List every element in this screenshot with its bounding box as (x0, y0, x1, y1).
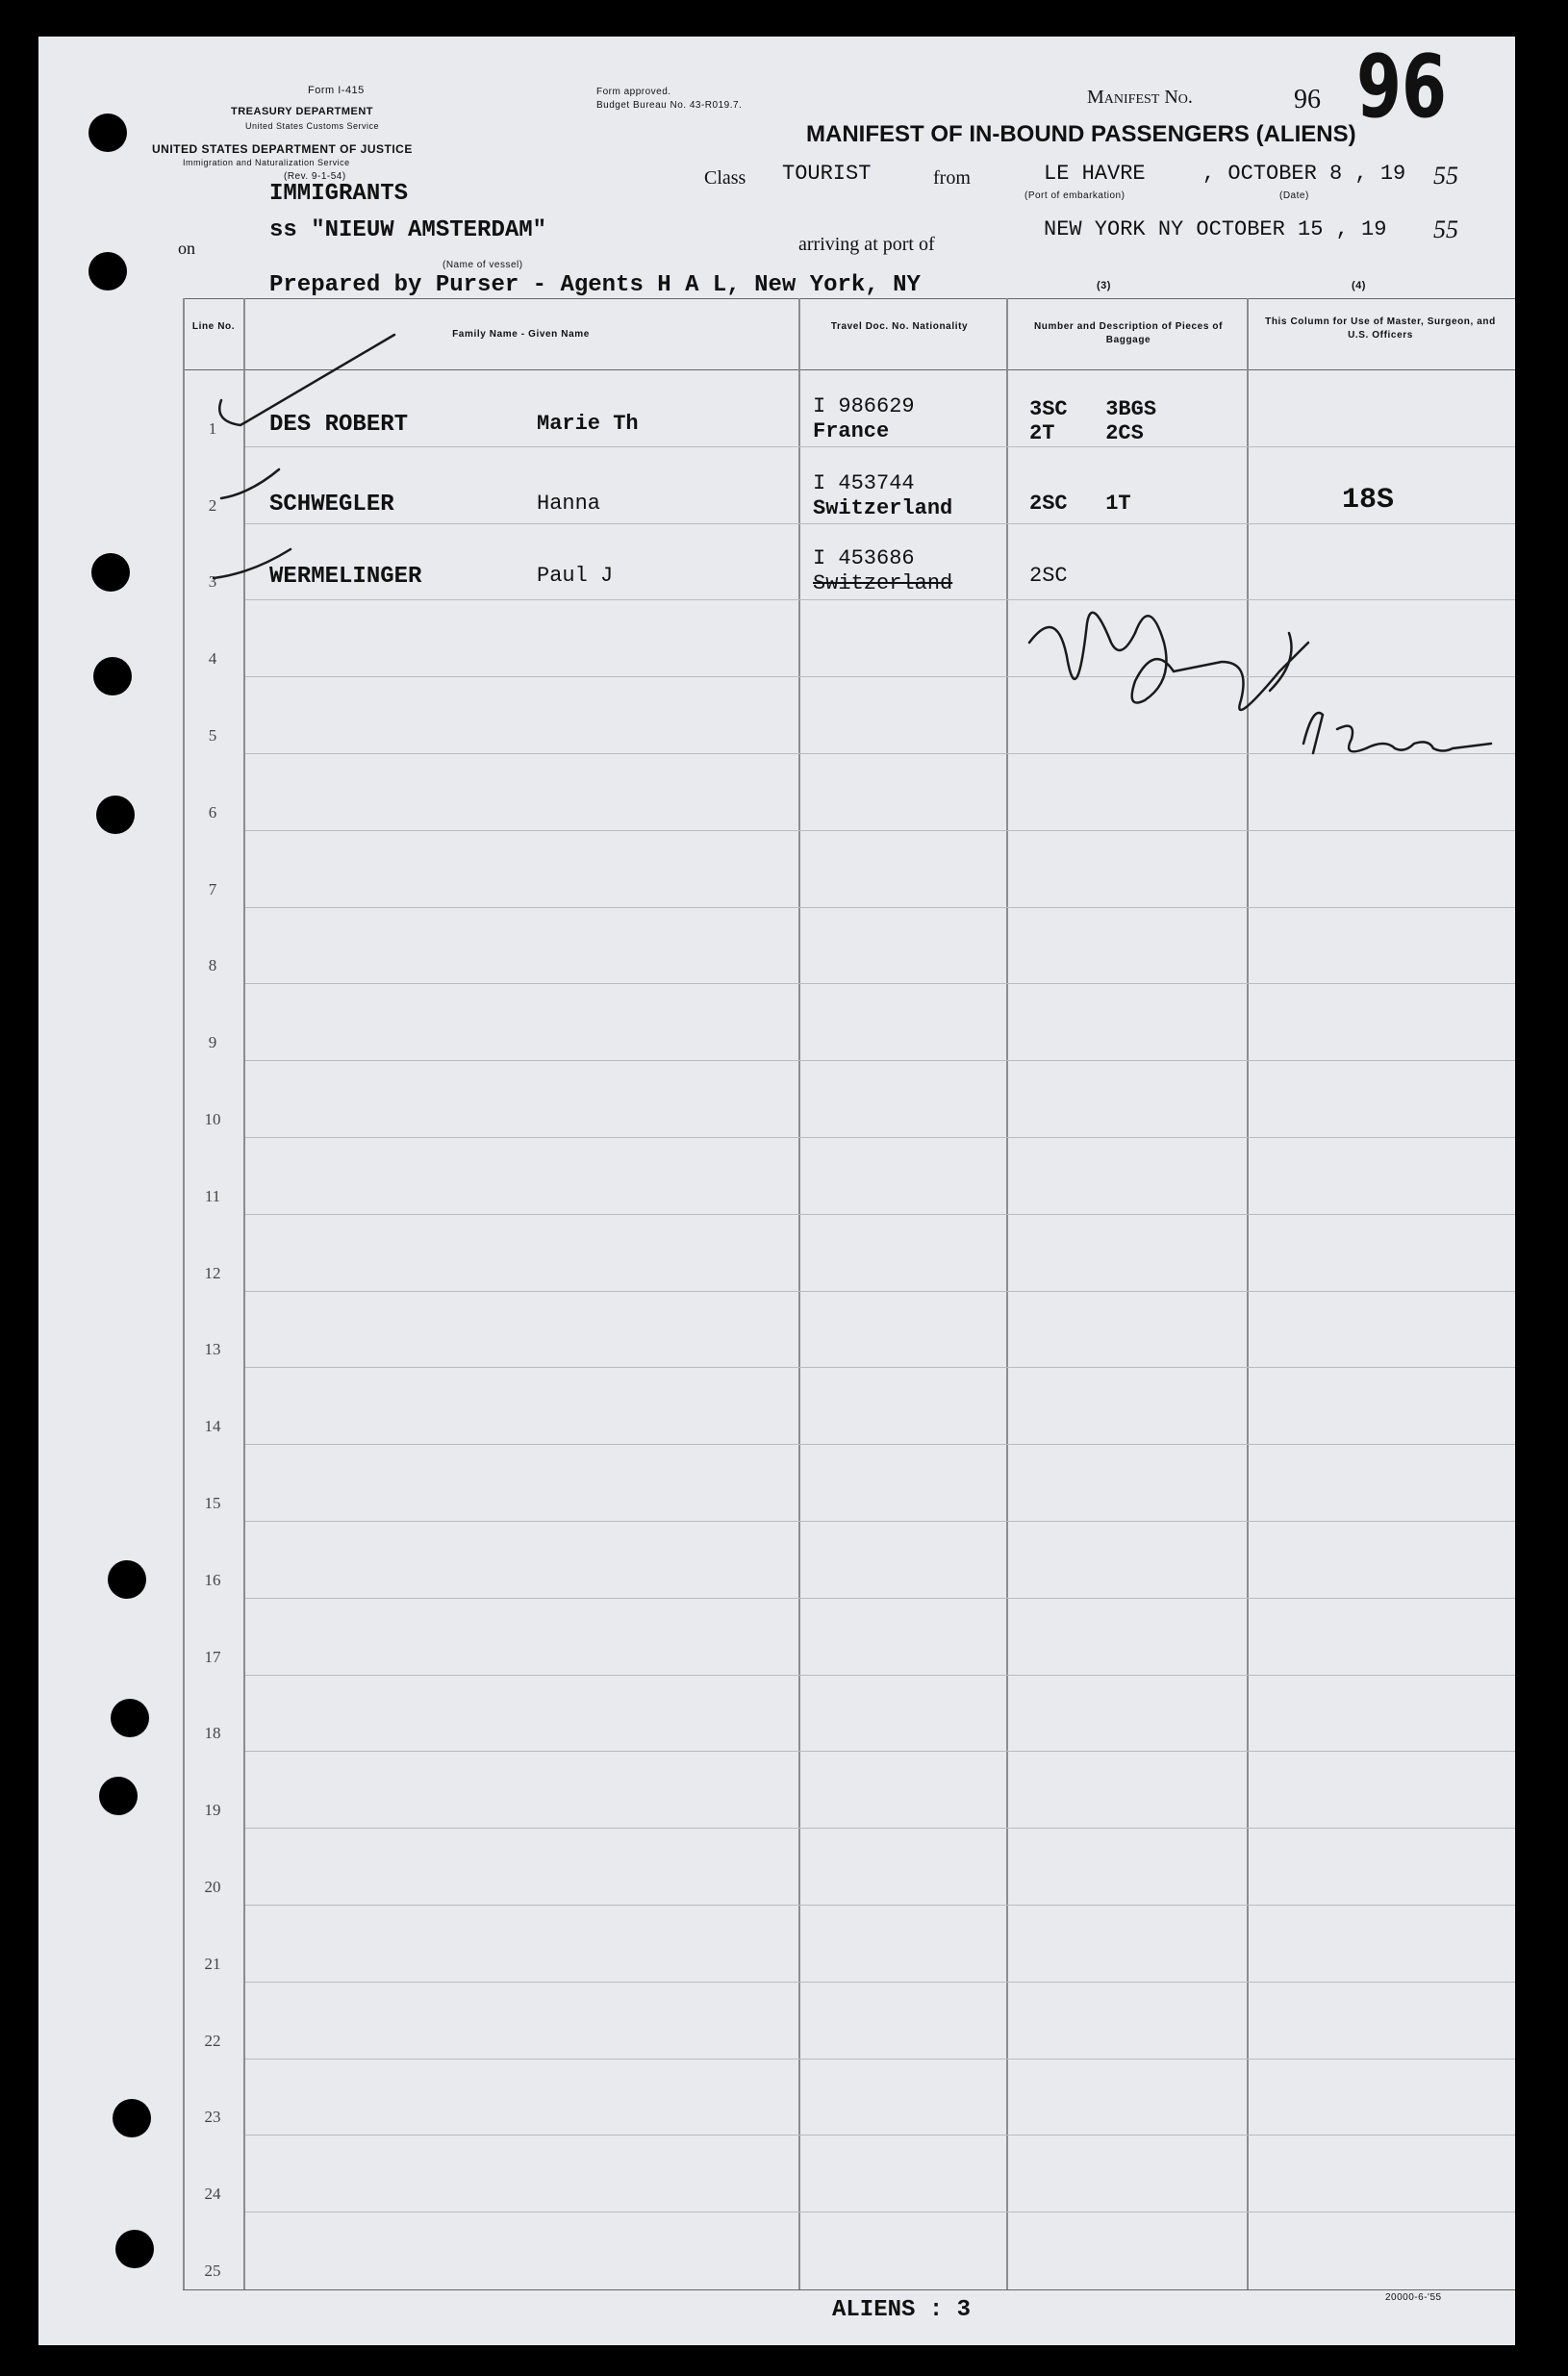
column-3-label: (3) (1097, 280, 1111, 291)
line-number: 16 (204, 1570, 221, 1589)
travel-doc-number: I 453686 (813, 546, 915, 570)
manifest-number-stamp: 96 (1356, 37, 1447, 138)
line-number: 18 (204, 1724, 221, 1743)
header-officers: This Column for Use of Master, Surgeon, and U.S. Officers (1265, 316, 1496, 341)
signature (1029, 613, 1308, 710)
line-number: 12 (204, 1263, 221, 1282)
class-label: Class (704, 167, 746, 189)
rev-label: (Rev. 9-1-54) (284, 171, 346, 182)
line-number: 10 (204, 1110, 221, 1128)
travel-doc-number: I 986629 (813, 394, 915, 418)
print-code: 20000-6-'55 (1385, 2292, 1442, 2303)
line-number: 25 (204, 2262, 221, 2280)
treasury-label: TREASURY DEPARTMENT (231, 106, 374, 117)
arriving-label: arriving at port of (798, 234, 935, 255)
budget-bureau: Budget Bureau No. 43-R019.7. (596, 100, 743, 111)
departure-year: 55 (1433, 162, 1458, 190)
punch-hole (108, 1560, 146, 1599)
class-value: TOURIST (782, 162, 872, 186)
given-name: Paul J (537, 564, 614, 588)
category-label: IMMIGRANTS (269, 181, 409, 207)
nationality: France (813, 419, 890, 443)
family-name: DES ROBERT (269, 412, 409, 438)
line-number: 20 (204, 1878, 221, 1896)
punch-hole (113, 2099, 151, 2137)
form-number: Form I-415 (308, 85, 365, 96)
line-number: 9 (208, 1033, 217, 1052)
line-number: 7 (208, 879, 217, 898)
line-number: 21 (204, 1954, 221, 1973)
header-name: Family Name - Given Name (452, 329, 590, 340)
baggage-line-2: 2T 2CS (1029, 421, 1144, 445)
form-approved: Form approved. (596, 87, 671, 97)
header-travel-doc: Travel Doc. No. Nationality (830, 321, 969, 332)
punch-hole (115, 2230, 154, 2268)
line-number: 11 (204, 1186, 221, 1205)
line-number: 1 (208, 418, 217, 438)
line-number: 17 (204, 1647, 221, 1666)
nationality: Switzerland (813, 496, 953, 520)
port-caption: (Port of embarkation) (1024, 190, 1125, 201)
line-number: 3 (208, 572, 217, 592)
header-line-no: Line No. (191, 321, 236, 332)
manifest-number-handwritten: 96 (1294, 85, 1321, 114)
punch-hole (89, 114, 127, 152)
signature-underline (1270, 633, 1292, 691)
baggage-line-1: 2SC (1029, 564, 1068, 588)
family-name: WERMELINGER (269, 564, 422, 590)
header-baggage: Number and Description of Pieces of Baggage (1033, 321, 1224, 345)
baggage-line-1: 2SC 1T (1029, 492, 1131, 516)
handwritten-marks (38, 37, 1515, 2345)
column-4-label: (4) (1352, 280, 1366, 291)
manifest-title: MANIFEST OF IN-BOUND PASSENGERS (ALIENS) (806, 121, 1356, 147)
check-mark-2 (221, 469, 279, 498)
time-note (1303, 713, 1491, 753)
line-number: 22 (204, 2031, 221, 2050)
vessel-name: ss "NIEUW AMSTERDAM" (269, 217, 547, 243)
line-number: 2 (208, 495, 217, 515)
vessel-caption: (Name of vessel) (443, 260, 523, 270)
on-label: on (178, 239, 195, 258)
prepared-by: Prepared by Purser - Agents H A L, New York, NY (269, 272, 921, 298)
punch-hole (93, 657, 132, 695)
port-embarkation: LE HAVRE (1044, 162, 1146, 186)
ins-label: Immigration and Naturalization Service (183, 158, 350, 167)
line-number: 5 (208, 726, 217, 745)
arrival-port-date: NEW YORK NY OCTOBER 15 , 19 (1044, 217, 1387, 241)
aliens-total: ALIENS : 3 (832, 2297, 972, 2323)
line-number: 14 (204, 1417, 221, 1436)
arrival-year: 55 (1433, 215, 1458, 243)
punch-hole (91, 553, 130, 592)
baggage-line-1: 3SC 3BGS (1029, 397, 1157, 421)
line-number: 24 (204, 2185, 221, 2204)
given-name: Hanna (537, 492, 601, 516)
nationality: Switzerland (813, 571, 953, 595)
line-number: 8 (208, 956, 217, 975)
manifest-label: Manifest No. (1087, 87, 1193, 108)
from-label: from (933, 167, 971, 189)
justice-label: UNITED STATES DEPARTMENT OF JUSTICE (152, 142, 413, 156)
punch-hole (111, 1699, 149, 1737)
officer-note: 18S (1342, 484, 1395, 517)
check-mark-3 (214, 549, 291, 578)
line-number: 6 (208, 802, 217, 821)
line-number: 19 (204, 1801, 221, 1820)
customs-label: United States Customs Service (245, 121, 380, 131)
family-name: SCHWEGLER (269, 492, 394, 518)
given-name: Marie Th (537, 412, 639, 436)
line-number: 4 (208, 649, 217, 669)
punch-hole (99, 1777, 138, 1815)
check-mark-1 (219, 335, 394, 425)
travel-doc-number: I 453744 (813, 471, 915, 495)
manifest-page (38, 37, 1515, 2345)
line-number: 15 (204, 1494, 221, 1512)
line-number: 13 (204, 1340, 221, 1359)
date-caption: (Date) (1279, 190, 1309, 201)
punch-hole (96, 796, 135, 834)
line-number: 23 (204, 2108, 221, 2127)
departure-date: , OCTOBER 8 , 19 (1202, 162, 1406, 186)
punch-hole (89, 252, 127, 291)
